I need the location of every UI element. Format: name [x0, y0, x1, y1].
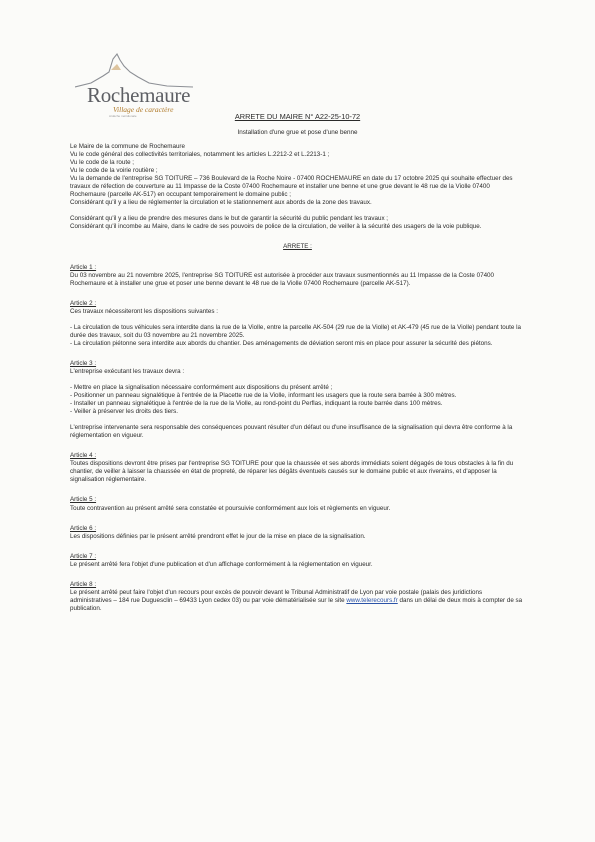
logo-subline: Ardèche méridionale	[109, 114, 137, 118]
preamble-line: Vu le code de la route ;	[70, 159, 135, 167]
article-8	[70, 581, 525, 613]
article-text: Toute contravention au présent arrêté sera constatée et poursuivie conformément aux lois et règlements en vigueur.	[70, 504, 391, 512]
article-heading: Article 5 :	[70, 496, 97, 504]
page-title: ARRETE DU MAIRE N° A22-25-10-72	[234, 112, 361, 121]
considerations	[70, 215, 525, 231]
article-7	[70, 553, 525, 569]
articles-list	[70, 264, 525, 581]
article-heading: Article 4 :	[70, 452, 97, 460]
article-heading: Article 2 :	[70, 299, 97, 307]
document-body	[70, 143, 525, 613]
article-heading: Article 3 :	[70, 359, 97, 367]
logo-tagline: Village de caractère	[113, 105, 174, 114]
article-text: - Veiller à préserver les droits des tiers.	[70, 408, 179, 416]
article-text: Du 03 novembre au 21 novembre 2025, l'entreprise SG TOITURE est autorisée à procéder aux travaux susmentionnés au 11 Impasse de la Coste 07400 Rochemaure et à installer une grue et poser une benne devant le 48 rue de la Violle 07400 Rochemaure (parcelle AK-517).	[70, 271, 495, 287]
article-heading: Article 8 :	[70, 580, 97, 588]
article-5	[70, 496, 525, 512]
consideration-line: Considérant qu'il incombe au Maire, dans le cadre de ses pouvoirs de police de la circulation, de veiller à la sécurité des usagers de la voie publique.	[70, 223, 482, 231]
commune-logo	[75, 50, 205, 120]
article-heading: Article 7 :	[70, 552, 97, 560]
article-text: Le présent arrêté fera l'objet d'une publication et d'un affichage conformément à la réglementation en vigueur.	[70, 560, 373, 568]
article-text: Toutes dispositions devront être prises par l'entreprise SG TOITURE pour que la chaussée et ses abords immédiats soient dégagés de tous obstacles à la fin du chantier, de veiller à laisser la chaussée en état de propreté, de réparer les dégâts éventuels causés sur le domaine public et aux riverains, et d'apposer la signalisation réglementaire.	[70, 460, 514, 484]
preamble-line: Vu le code général des collectivités territoriales, notamment les articles L.2212-2 et L.2213-1 ;	[70, 151, 330, 159]
preamble-line: Le Maire de la commune de Rochemaure	[70, 143, 185, 150]
article-text: Le présent arrêté peut faire l'objet d'un recours pour excès de pouvoir devant le Tribunal Administratif de Lyon par voie postale (palais des juridictions administratives – 184 rue Duguesclin – 69433 Lyon cedex 03) ou par voie dématérialisée sur le site www.telerecours.fr dans un délai de deux mois à compter de sa publication.	[70, 588, 523, 612]
article-text: - Mettre en place la signalisation nécessaire conformément aux dispositions du présent arrêté ;	[70, 383, 333, 391]
article-text: - La circulation de tous véhicules sera interdite dans la rue de la Violle, entre la parcelle AK-504 (29 rue de la Violle) et AK-479 (45 rue de la Violle) pendant toute la durée des travaux, soit du 03 novembre au 21 novembre 2025.	[70, 323, 521, 339]
arrete-heading: ARRETE :	[283, 243, 312, 251]
article-3	[70, 360, 525, 440]
preamble	[70, 143, 525, 207]
telerecours-link[interactable]: www.telerecours.fr	[346, 596, 398, 604]
preamble-line: Considérant qu'il y a lieu de réglementer la circulation et le stationnement aux abords de la zone des travaux.	[70, 199, 372, 207]
logo-name: Rochemaure	[87, 83, 191, 107]
article-text: Les dispositions définies par le présent arrêté prendront effet le jour de la mise en place de la signalisation.	[70, 532, 366, 540]
article-heading: Article 6 :	[70, 524, 97, 532]
article-text: Ces travaux nécessiteront les dispositions suivantes :	[70, 307, 218, 315]
article-1	[70, 264, 525, 288]
consideration-line: Considérant qu'il y a lieu de prendre des mesures dans le but de garantir la sécurité du public pendant les travaux ;	[70, 215, 389, 223]
article-text: - Positionner un panneau signalétique à l'entrée de la Placette rue de la Violle, informant les usagers que la route sera barrée à 300 mètres.	[70, 392, 457, 400]
article-6	[70, 525, 525, 541]
article-heading: Article 1 :	[70, 263, 97, 271]
article-2	[70, 300, 525, 348]
preamble-line: Vu le code de la voirie routière ;	[70, 167, 158, 175]
article-text: L'entreprise exécutant les travaux devra :	[70, 367, 185, 375]
article-text: L'entreprise intervenante sera responsable des conséquences pouvant résulter d'un défaut ou d'une insuffisance de la signalisation qui devra être conforme à la réglementation en vigueur.	[70, 424, 513, 440]
page-subtitle: Installation d'une grue et pose d'une benne	[237, 129, 358, 136]
article-text: - La circulation piétonne sera interdite aux abords du chantier. Des aménagements de déviation seront mis en place pour assurer la sécurité des piétons.	[70, 339, 493, 347]
preamble-line: Vu la demande de l'entreprise SG TOITURE – 736 Boulevard de la Roche Noire - 07400 ROCHEMAURE en date du 17 octobre 2025 qui souhaite effectuer des travaux de réfection de couverture au 11 Impasse de la Coste 07400 Rochemaure et installer une benne et une grue devant le 48 rue de la Violle 07400 Rochemaure (parcelle AK-517) en occupant temporairement le domaine public ;	[70, 175, 513, 199]
article-text: - Installer un panneau signalétique à l'entrée de la rue de la Violle, au rond-point du Perflas, indiquant la route barrée dans 100 mètres.	[70, 400, 443, 408]
article-4	[70, 452, 525, 484]
